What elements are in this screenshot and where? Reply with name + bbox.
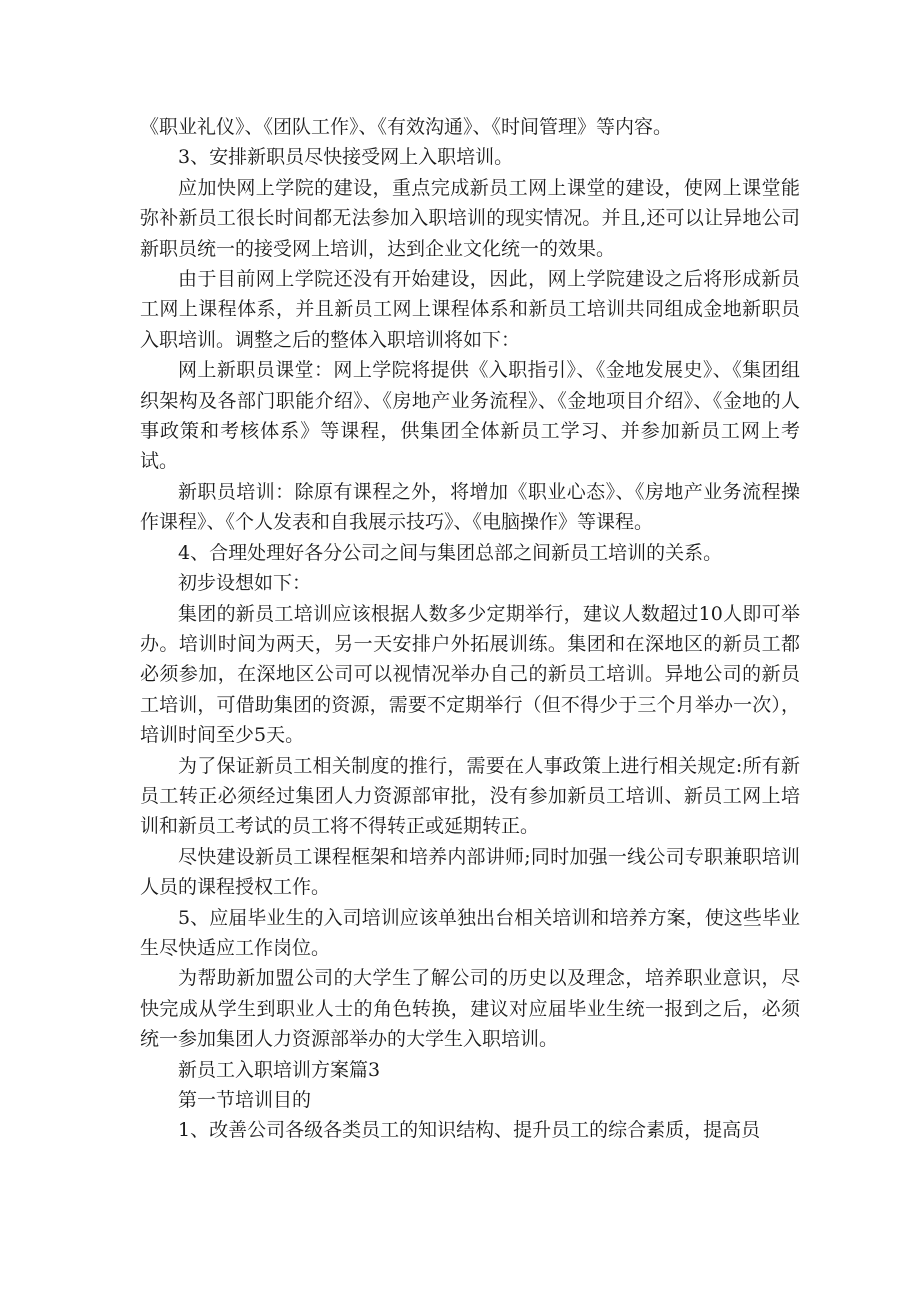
paragraph-online-academy: 应加快网上学院的建设，重点完成新员工网上课堂的建设，使网上课堂能弥补新员工很长时间都无法参加入职培训的现实情况。并且,还可以让异地公司新职员统一的接受网上培训，达到企业文化统一的效果。	[140, 176, 800, 260]
paragraph-purpose-item-1: 1、改善公司各级各类员工的知识结构、提升员工的综合素质，提高员	[178, 1119, 761, 1142]
section-title-plan-3: 新员工入职培训方案篇3	[178, 1058, 381, 1081]
paragraph-item-5-heading: 5、应届毕业生的入司培训应该单独出台相关培训和培养方案，使这些毕业生尽快适应工作岗位。	[140, 906, 800, 959]
paragraph-item-3-heading: 3、安排新职员尽快接受网上入职培训。	[178, 146, 514, 169]
document-body	[140, 112, 800, 1146]
paragraph-course-list-continuation: 《职业礼仪》、《团队工作》、《有效沟通》、《时间管理》等内容。	[140, 116, 673, 138]
paragraph-online-classroom: 网上新职员课堂：网上学院将提供《入职指引》、《金地发展史》、《集团组织架构及各部门职能介绍》、《房地产业务流程》、《金地项目介绍》、《金地的人事政策和考核体系》等课程，供集团全体新员工学习、并参加新员工网上考试。	[140, 359, 800, 473]
paragraph-graduate-training: 为帮助新加盟公司的大学生了解公司的历史以及理念，培养职业意识，尽快完成从学生到职业人士的角色转换，建议对应届毕业生统一报到之后，必须统一参加集团人力资源部举办的大学生入职培训。	[140, 967, 800, 1051]
paragraph-new-staff-training: 新职员培训：除原有课程之外，将增加《职业心态》、《房地产业务流程操作课程》、《个人发表和自我展示技巧》、《电脑操作》等课程。	[140, 480, 800, 534]
paragraph-course-framework: 尽快建设新员工课程框架和培养内部讲师;同时加强一线公司专职兼职培训人员的课程授权工作。	[140, 845, 800, 899]
paragraph-group-training-schedule: 集团的新员工培训应该根据人数多少定期举行，建议人数超过10人即可举办。培训时间为两天，另一天安排户外拓展训练。集团和在深地区的新员工都必须参加，在深地区公司可以视情况举办自己的新员工培训。异地公司的新员工培训，可借助集团的资源，需要不定期举行（但不得少于三个月举办一次），培训时间至少5天。	[140, 602, 800, 747]
paragraph-regularization-policy: 为了保证新员工相关制度的推行，需要在人事政策上进行相关规定:所有新员工转正必须经过集团人力资源部审批，没有参加新员工培训、新员工网上培训和新员工考试的员工将不得转正或延期转正。	[140, 754, 800, 838]
paragraph-online-course-system: 由于目前网上学院还没有开始建设，因此，网上学院建设之后将形成新员工网上课程体系，并且新员工网上课程体系和新员工培训共同组成金地新职员入职培训。调整之后的整体入职培训将如下：	[140, 268, 800, 351]
paragraph-item-4-heading: 4、合理处理好各分公司之间与集团总部之间新员工培训的关系。	[178, 541, 723, 564]
section-subtitle-training-purpose: 第一节培训目的	[178, 1089, 312, 1111]
paragraph-preliminary-idea: 初步设想如下：	[178, 572, 312, 595]
